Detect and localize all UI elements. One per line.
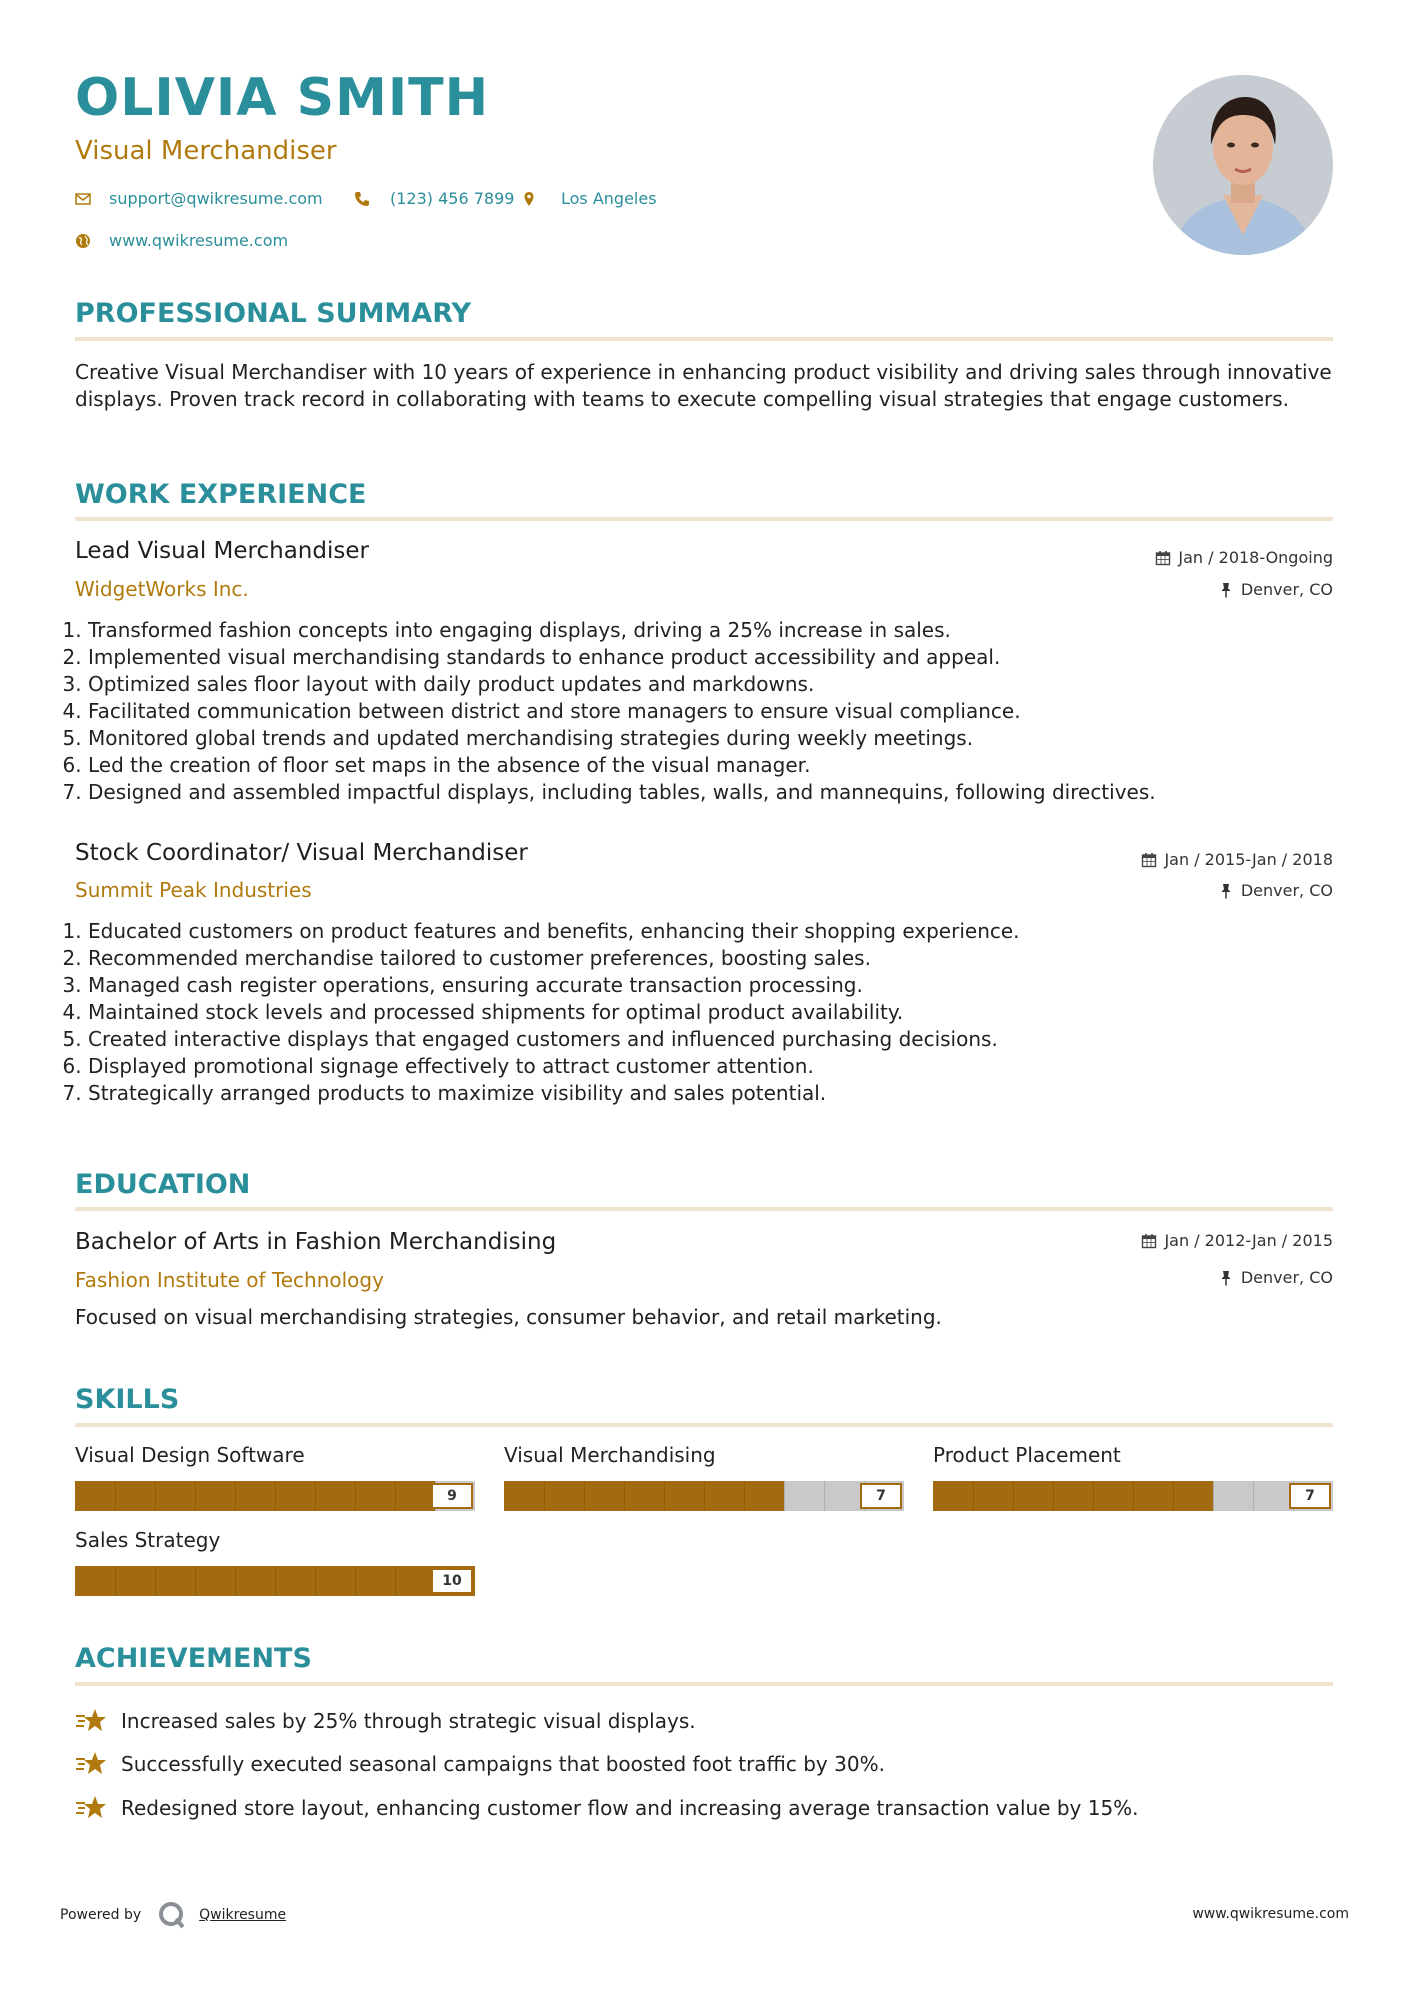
contact-location (521, 189, 657, 208)
job-title: Stock Coordinator/ Visual Merchandiser (75, 840, 528, 866)
skill-segment-divider (664, 1481, 665, 1511)
skill-segment-divider (544, 1481, 545, 1511)
pushpin-icon (1218, 582, 1234, 598)
skill-segment-divider (355, 1566, 356, 1596)
contact-email[interactable] (75, 189, 323, 208)
achievement-item (75, 1794, 1139, 1822)
skill-segment-divider (1093, 1481, 1094, 1511)
shooting-star-icon (75, 1750, 107, 1778)
skill-segment-divider (704, 1481, 705, 1511)
skill-segment-divider (115, 1566, 116, 1596)
list-item: 2. Recommended merchandise tailored to customer preferences, boosting sales. (88, 945, 1350, 972)
experience-divider (75, 517, 1333, 521)
education-dates-text: Jan / 2012-Jan / 2015 (1164, 1231, 1333, 1250)
skill-segment-divider (584, 1481, 585, 1511)
list-item: 1. Educated customers on product features and benefits, enhancing their shopping experience. (88, 918, 1350, 945)
list-item: 3. Managed cash register operations, ensuring accurate transaction processing. (88, 972, 1350, 999)
skill-level-badge: 9 (431, 1483, 473, 1509)
candidate-name: OLIVIA SMITH (75, 68, 490, 128)
skill-level-badge: 7 (860, 1483, 902, 1509)
map-marker-icon (521, 191, 537, 207)
list-item: 5. Created interactive displays that engaged customers and influenced purchasing decisions. (88, 1026, 1350, 1053)
profile-photo (1153, 75, 1333, 255)
education-divider (75, 1207, 1333, 1211)
skill-segment-divider (744, 1481, 745, 1511)
skill-segment-divider (824, 1481, 825, 1511)
skill-segment-divider (1013, 1481, 1014, 1511)
job-title: Lead Visual Merchandiser (75, 538, 369, 564)
skill-segment-divider (315, 1481, 316, 1511)
skill-segment-divider (784, 1481, 785, 1511)
job-location-text: Denver, CO (1240, 580, 1333, 599)
job-dates (1155, 548, 1333, 567)
contact-phone[interactable] (354, 189, 514, 208)
skill-segment-divider (275, 1566, 276, 1596)
globe-icon (75, 233, 91, 249)
skill-segment-divider (275, 1481, 276, 1511)
skill-segment-divider (195, 1481, 196, 1511)
footer-powered-by (60, 1900, 286, 1930)
job-responsibilities (70, 918, 1350, 1107)
envelope-icon (75, 191, 91, 207)
education-location (1218, 1268, 1333, 1287)
list-item: 1. Transformed fashion concepts into engaging displays, driving a 25% increase in sales. (88, 617, 1350, 644)
job-dates (1141, 850, 1333, 869)
skill-segment-divider (395, 1481, 396, 1511)
pushpin-icon (1218, 883, 1234, 899)
skill-segment-divider (1213, 1481, 1214, 1511)
school-name: Fashion Institute of Technology (75, 1268, 384, 1292)
skill-segment-divider (355, 1481, 356, 1511)
skill-segment-divider (155, 1566, 156, 1596)
list-item: 3. Optimized sales floor layout with daily product updates and markdowns. (88, 671, 1350, 698)
shooting-star-icon (75, 1707, 107, 1735)
skill-segment-divider (235, 1481, 236, 1511)
job-location (1218, 881, 1333, 900)
list-item: 7. Designed and assembled impactful displays, including tables, walls, and mannequins, following directives. (88, 779, 1350, 806)
skill-segment-divider (315, 1566, 316, 1596)
skills-heading: SKILLS (75, 1384, 180, 1415)
achievement-text: Increased sales by 25% through strategic visual displays. (121, 1709, 696, 1733)
skill-bar (75, 1566, 475, 1596)
achievements-heading: ACHIEVEMENTS (75, 1643, 312, 1674)
footer-website[interactable]: www.qwikresume.com (1192, 1906, 1349, 1922)
skill-segment-divider (235, 1566, 236, 1596)
job-responsibilities (70, 617, 1350, 806)
phone-text[interactable]: (123) 456 7899 (390, 189, 515, 208)
skill-name: Visual Design Software (75, 1443, 305, 1467)
calendar-icon (1141, 1233, 1157, 1249)
achievement-item (75, 1750, 885, 1778)
skill-segment-divider (973, 1481, 974, 1511)
skill-name: Sales Strategy (75, 1528, 221, 1552)
list-item: 5. Monitored global trends and updated merchandising strategies during weekly meetings. (88, 725, 1350, 752)
location-text: Los Angeles (561, 189, 657, 208)
skill-segment-divider (115, 1481, 116, 1511)
portrait-image (1153, 75, 1333, 255)
achievement-item (75, 1707, 696, 1735)
list-item: 4. Facilitated communication between district and store managers to ensure visual compliance. (88, 698, 1350, 725)
skill-segment-divider (624, 1481, 625, 1511)
skill-fill (75, 1481, 435, 1511)
skills-divider (75, 1423, 1333, 1427)
skill-bar (75, 1481, 475, 1511)
powered-by-label: Powered by (60, 1907, 142, 1923)
skill-name: Product Placement (933, 1443, 1121, 1467)
list-item: 2. Implemented visual merchandising standards to enhance product accessibility and appeal. (88, 644, 1350, 671)
experience-heading: WORK EXPERIENCE (75, 479, 367, 510)
skill-segment-divider (1133, 1481, 1134, 1511)
phone-icon (354, 191, 370, 207)
email-text[interactable]: support@qwikresume.com (109, 189, 323, 208)
achievement-text: Successfully executed seasonal campaigns that boosted foot traffic by 30%. (121, 1752, 885, 1776)
job-location-text: Denver, CO (1240, 881, 1333, 900)
list-item: 6. Led the creation of floor set maps in the absence of the visual manager. (88, 752, 1350, 779)
education-description: Focused on visual merchandising strategies, consumer behavior, and retail marketing. (75, 1305, 942, 1329)
qwikresume-link[interactable]: Qwikresume (199, 1907, 287, 1923)
candidate-title: Visual Merchandiser (75, 136, 337, 166)
skill-segment-divider (1053, 1481, 1054, 1511)
job-location (1218, 580, 1333, 599)
qwikresume-logo-icon (157, 1900, 187, 1930)
skill-segment-divider (1173, 1481, 1174, 1511)
achievements-divider (75, 1682, 1333, 1686)
skill-level-badge: 7 (1289, 1483, 1331, 1509)
skill-bar (504, 1481, 904, 1511)
skill-fill (933, 1481, 1213, 1511)
pushpin-icon (1218, 1270, 1234, 1286)
job-company: Summit Peak Industries (75, 878, 312, 902)
skill-bar (933, 1481, 1333, 1511)
degree-title: Bachelor of Arts in Fashion Merchandising (75, 1229, 557, 1255)
list-item: 4. Maintained stock levels and processed shipments for optimal product availability. (88, 999, 1350, 1026)
contact-website[interactable] (75, 231, 288, 250)
education-dates (1141, 1231, 1333, 1250)
education-location-text: Denver, CO (1240, 1268, 1333, 1287)
skill-fill (504, 1481, 784, 1511)
job-company: WidgetWorks Inc. (75, 577, 249, 601)
skill-segment-divider (1253, 1481, 1254, 1511)
job-dates-text: Jan / 2015-Jan / 2018 (1164, 850, 1333, 869)
calendar-icon (1141, 852, 1157, 868)
shooting-star-icon (75, 1794, 107, 1822)
website-text[interactable]: www.qwikresume.com (109, 231, 289, 250)
skill-name: Visual Merchandising (504, 1443, 716, 1467)
skill-segment-divider (195, 1566, 196, 1596)
skill-level-badge: 10 (431, 1568, 473, 1594)
summary-divider (75, 337, 1333, 341)
list-item: 7. Strategically arranged products to maximize visibility and sales potential. (88, 1080, 1350, 1107)
summary-text: Creative Visual Merchandiser with 10 years of experience in enhancing product visibility and driving sales through innovative displays. Proven track record in collaborating with teams to execute compelling visual strategies that engage customers. (75, 360, 1332, 411)
job-dates-text: Jan / 2018-Ongoing (1178, 548, 1333, 567)
achievement-text: Redesigned store layout, enhancing customer flow and increasing average transaction value by 15%. (121, 1796, 1139, 1820)
education-heading: EDUCATION (75, 1169, 251, 1200)
skill-segment-divider (395, 1566, 396, 1596)
summary-heading: PROFESSIONAL SUMMARY (75, 298, 472, 329)
skill-segment-divider (155, 1481, 156, 1511)
list-item: 6. Displayed promotional signage effectively to attract customer attention. (88, 1053, 1350, 1080)
calendar-icon (1155, 550, 1171, 566)
